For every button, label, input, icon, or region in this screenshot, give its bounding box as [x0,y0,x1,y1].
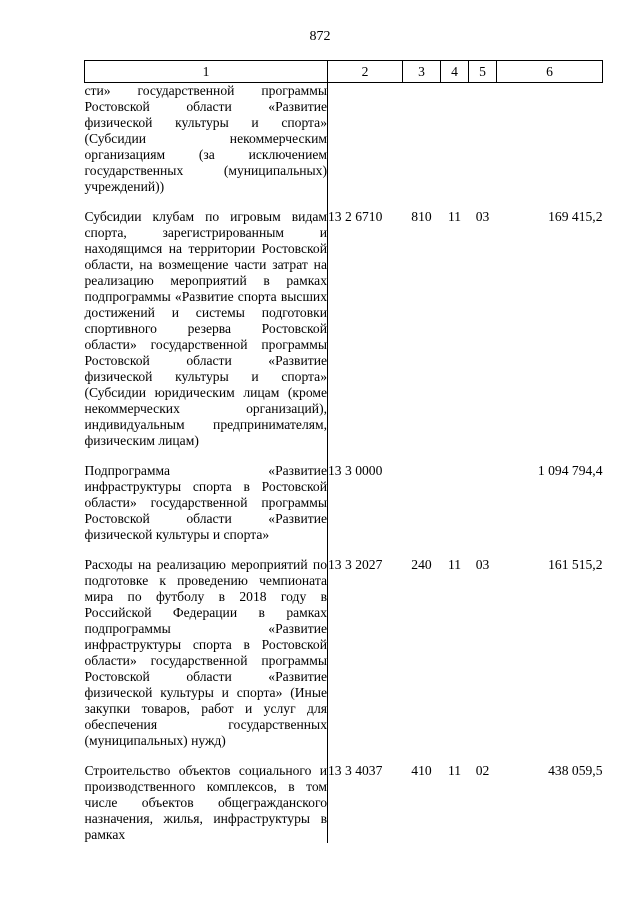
header-col-5: 5 [469,61,497,83]
row-expense-type: 410 [411,763,432,778]
table-row [85,83,603,196]
row-section: 11 [447,557,462,572]
row-spacer [85,449,603,463]
table-header [85,61,603,83]
row-spacer [85,543,603,557]
row-code: 13 2 6710 [328,209,383,224]
header-col-6: 6 [497,61,603,83]
table-row [85,557,603,749]
row-section [441,463,469,543]
header-col-2: 2 [328,61,403,83]
row-code: 13 3 2027 [328,557,383,572]
row-expense-type: 240 [411,557,432,572]
page-number: 872 [309,29,331,44]
table-row [85,209,603,449]
row-name: Субсидии клубам по игровым видам спорта, зарегистрированным и находящимся на территории Ростовской области, на возмещение части затрат на реализацию мероприятий в рамках подпрограммы «Развитие спорта высших достижений и системы подготовки спортивного резерва Ростовской области» государственной программы Ростовской области «Развитие физической культуры и спорта» (Субсидии юридическим лицам (кроме некоммерческих организаций), индивидуальным предпринимателям, физическим лицам) [84,209,327,448]
row-section: 11 [447,209,462,224]
row-code: 13 3 0000 [328,463,383,478]
row-expense-type: 810 [411,209,432,224]
row-subsection [469,463,497,543]
row-name: Расходы на реализацию мероприятий по подготовке к проведению чемпионата мира по футболу в 2018 году в Российской Федерации в рамках подпрограммы «Развитие инфраструктуры спорта в Ростовской области» государственной программы Ростовской области «Развитие физической культуры и спорта» (Иные закупки товаров, работ и услуг для обеспечения государственных (муниципальных) нужд) [84,557,327,748]
row-sum: 169 415,2 [548,209,603,224]
row-subsection: 03 [475,557,490,572]
header-col-3: 3 [403,61,441,83]
row-spacer [85,195,603,209]
row-code: 13 3 4037 [328,763,383,778]
table-row [85,463,603,543]
row-subsection [469,83,497,196]
table-row [85,763,603,843]
header-col-1: 1 [85,61,328,83]
row-spacer [85,749,603,763]
budget-table [84,60,603,843]
row-name: сти» государственной программы Ростовской области «Развитие физической культуры и спорта» (Субсидии некоммерческим организациям (за исключением государственных (муниципальных) учреждений)) [84,83,327,194]
row-sum: 1 094 794,4 [537,463,603,478]
row-expense-type [403,83,441,196]
row-section: 11 [447,763,462,778]
row-section [441,83,469,196]
row-expense-type [403,463,441,543]
row-sum [497,83,603,196]
row-name: Подпрограмма «Развитие инфраструктуры спорта в Ростовской области» государственной программы Ростовской области «Развитие физической культуры и спорта» [84,463,327,542]
header-col-4: 4 [441,61,469,83]
row-code [328,83,403,196]
row-sum: 438 059,5 [548,763,603,778]
row-name: Строительство объектов социального и производственного комплексов, в том числе объектов общегражданского назначения, жилья, инфраструктуры в рамках [84,763,327,842]
row-sum: 161 515,2 [548,557,603,572]
row-subsection: 03 [475,209,490,224]
row-subsection: 02 [475,763,490,778]
